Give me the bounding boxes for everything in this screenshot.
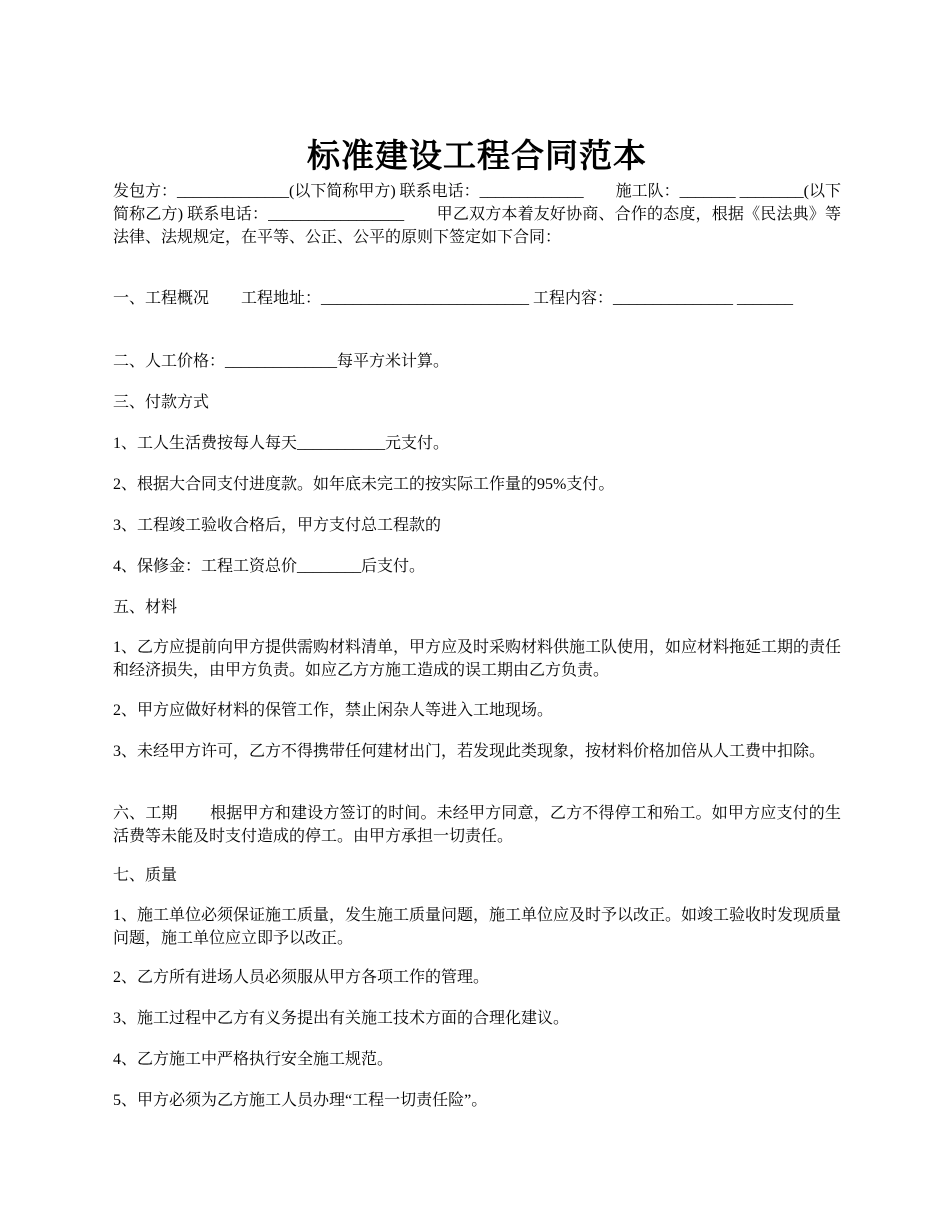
paragraph-labor-price: 二、人工价格：______________每平方米计算。 [113, 353, 450, 370]
paragraph-quality-3: 3、施工过程中乙方有义务提出有关施工技术方面的合理化建议。 [113, 1010, 570, 1027]
paragraph-materials-3: 3、未经甲方许可，乙方不得携带任何建材出门，若发现此类现象，按材料价格加倍从人工费中扣除。 [113, 743, 826, 760]
section-heading-payment: 三、付款方式 [113, 394, 210, 411]
paragraph-parties: 发包方：______________(以下简称甲方) 联系电话：_____________ 施工队：_______ ________(以下简称乙方) 联系电话：_________________ 甲乙双方本着友好协商、合作的态度，根据《民法典》等法律、法规规定，在平等、公正、公平的原则下签定如下合同： [113, 183, 841, 246]
paragraph-payment-3: 3、工程竣工验收合格后，甲方支付总工程款的 [113, 517, 442, 534]
paragraph-schedule: 六、工期 根据甲方和建设方签订的时间。未经甲方同意，乙方不得停工和殆工。如甲方应支付的生活费等未能及时支付造成的停工。由甲方承担一切责任。 [113, 805, 841, 845]
paragraph-materials-1: 1、乙方应提前向甲方提供需购材料清单，甲方应及时采购材料供施工队使用，如应材料拖延工期的责任和经济损失，由甲方负责。如应乙方方施工造成的误工期由乙方负责。 [113, 639, 842, 679]
paragraph-materials-2: 2、甲方应做好材料的保管工作，禁止闲杂人等进入工地现场。 [113, 702, 554, 719]
section-heading-quality: 七、质量 [113, 867, 178, 884]
paragraph-payment-2: 2、根据大合同支付进度款。如年底未完工的按实际工作量的95%支付。 [113, 476, 615, 493]
paragraph-project-overview: 一、工程概况 工程地址：__________________________ 工程内容：_______________ _______ [113, 290, 794, 307]
section-heading-materials: 五、材料 [113, 599, 178, 616]
document-title: 标准建设工程合同范本 [307, 139, 647, 176]
paragraph-quality-4: 4、乙方施工中严格执行安全施工规范。 [113, 1051, 394, 1068]
paragraph-payment-1: 1、工人生活费按每人每天___________元支付。 [113, 435, 450, 452]
paragraph-quality-5: 5、甲方必须为乙方施工人员办理“工程一切责任险”。 [113, 1092, 488, 1109]
paragraph-quality-2: 2、乙方所有进场人员必须服从甲方各项工作的管理。 [113, 969, 490, 986]
paragraph-quality-1: 1、施工单位必须保证施工质量，发生施工质量问题，施工单位应及时予以改正。如竣工验收时发现质量问题，施工单位应立即予以改正。 [113, 907, 842, 947]
paragraph-payment-4: 4、保修金：工程工资总价________后支付。 [113, 558, 426, 575]
